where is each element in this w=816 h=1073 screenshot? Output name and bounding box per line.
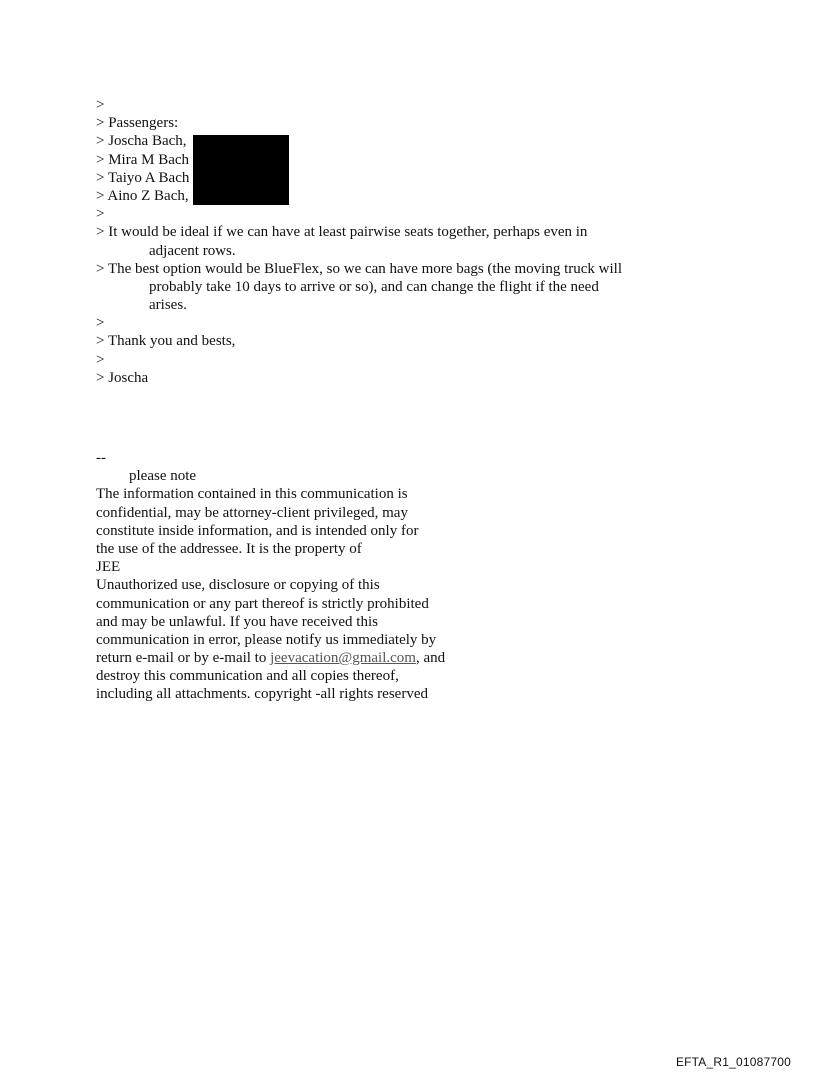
confidentiality-footer [96, 449, 476, 704]
passenger-line: > Joscha Bach, [96, 133, 187, 150]
disclaimer-line: communication or any part thereof is strictly prohibited [96, 595, 429, 612]
seat-request-paragraph [96, 223, 676, 259]
quote-marker: > [96, 351, 105, 368]
disclaimer-line: including all attachments. copyright -all rights reserved [96, 686, 428, 703]
return-email-prefix: return e-mail or by e-mail to [96, 650, 271, 667]
disclaimer-line: confidential, may be attorney-client privileged, may [96, 504, 408, 521]
blueflex-continuation: probably take 10 days to arrive or so), and can change the flight if the need [149, 278, 599, 295]
disclaimer-line: the use of the addressee. It is the property of [96, 540, 362, 557]
blueflex-line: > The best option would be BlueFlex, so we can have more bags (the moving truck will [96, 260, 622, 277]
blueflex-paragraph [96, 260, 676, 315]
disclaimer-line: JEE [96, 559, 121, 576]
blueflex-continuation: arises. [149, 297, 187, 314]
disclaimer-line: The information contained in this communication is [96, 486, 408, 503]
signature-line: > Joscha [96, 369, 149, 386]
disclaimer-line: communication in error, please notify us immediately by [96, 631, 437, 648]
passengers-label: > Passengers: [96, 115, 179, 132]
passenger-line: > Aino Z Bach, [96, 187, 189, 204]
signature-separator: -- [96, 450, 106, 466]
quoted-email-body [96, 96, 676, 387]
email-link[interactable]: jeevacation@gmail.com [270, 650, 416, 667]
please-note-heading: please note [129, 468, 197, 485]
bates-number: EFTA_R1_01087700 [675, 1055, 791, 1069]
passenger-line: > Mira M Bach [96, 151, 190, 168]
disclaimer-line: and may be unlawful. If you have received this [96, 613, 378, 630]
disclaimer-line: constitute inside information, and is intended only for [96, 522, 419, 539]
redaction-block [193, 135, 289, 205]
disclaimer-email-line [96, 649, 476, 667]
quote-marker: > [96, 97, 105, 113]
return-email-suffix: , and [415, 650, 446, 667]
quote-marker: > [96, 315, 105, 332]
disclaimer-line: Unauthorized use, disclosure or copying of this [96, 577, 380, 594]
closing-line: > Thank you and bests, [96, 333, 236, 350]
seat-request-continuation: adjacent rows. [149, 242, 236, 259]
quote-marker: > [96, 206, 105, 223]
seat-request-line: > It would be ideal if we can have at least pairwise seats together, perhaps even in [96, 224, 588, 241]
disclaimer-line: destroy this communication and all copies thereof, [96, 668, 399, 685]
passenger-line: > Taiyo A Bach [96, 169, 190, 186]
